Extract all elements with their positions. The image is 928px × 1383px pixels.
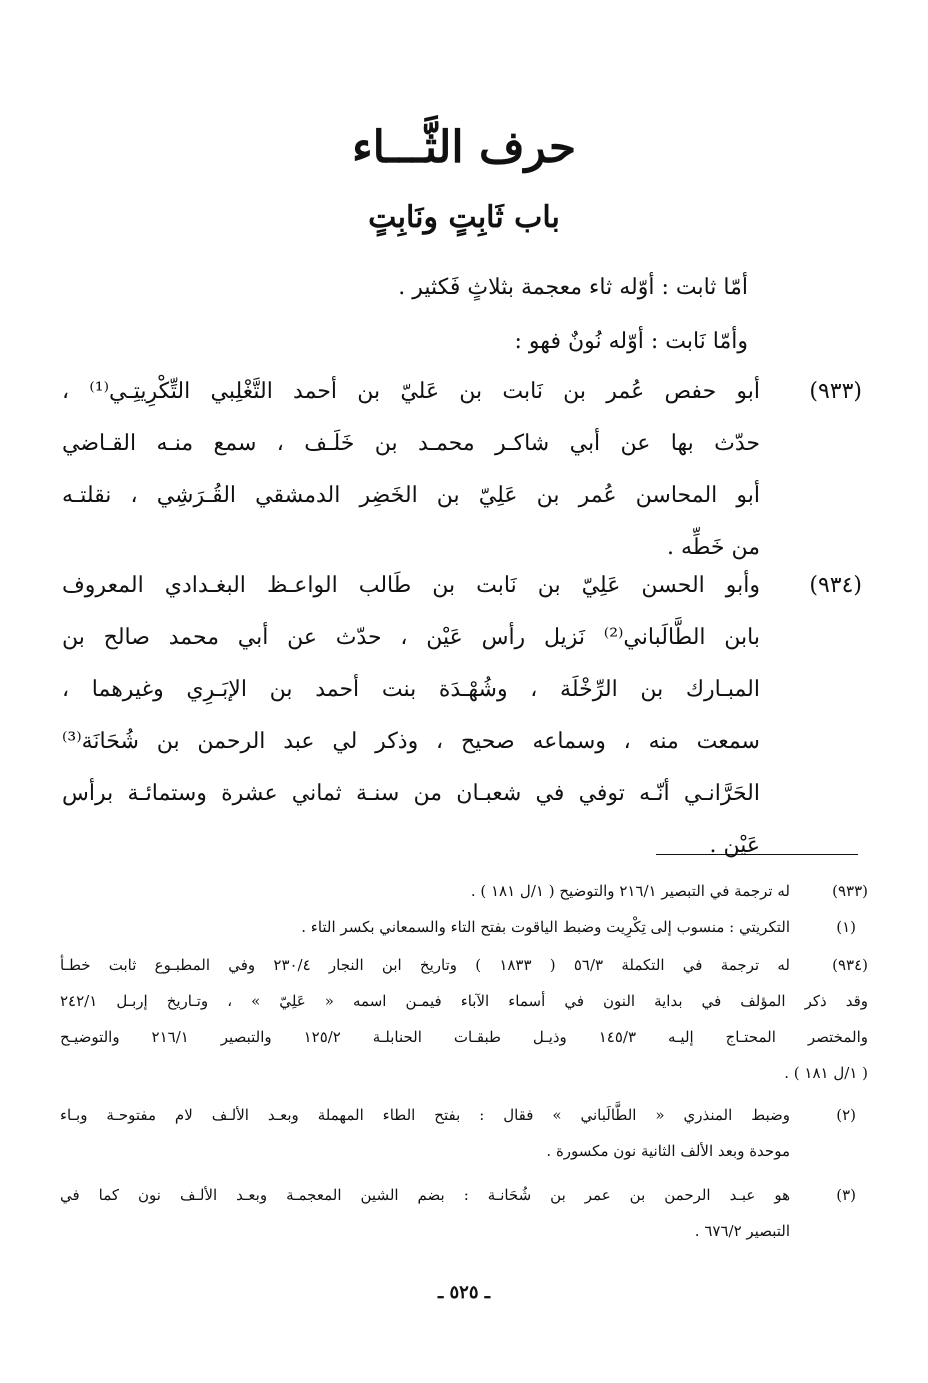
entry-number: (٩٣٤) — [809, 573, 862, 598]
footnote-divider — [656, 854, 858, 855]
footnote-line: له ترجمة في التبصير ٢١٦/١ والتوضيح ( ١/ل ١٨١ ) . — [470, 882, 790, 900]
entry-line: عَيْن . — [709, 833, 760, 858]
entry-line: أبو المحاسن عُمر بن عَلِيّ بن الخَضِر الدمشقي القُـرَشِي ، نقلتـه — [62, 483, 760, 508]
entry-line: سمعت منه ، وسماعه صحيح ، وذكر لي عبد الرحمن بن شُحَانَة⁽³⁾ — [62, 729, 760, 754]
footnote-label: (٩٣٤) — [832, 956, 868, 974]
footnote-line: وقد ذكر المؤلف في بداية النون في أسماء الآباء فيمـن اسمه « عَلِيّ » ، وتـاريخ إربـل ٢٤٢/١ — [60, 992, 868, 1010]
footnote-line: هو عبـد الرحمن بن عمر بن شُحَانـة : بضم الشين المعجمـة وبعـد الألـف نون كما في — [60, 1186, 790, 1204]
entry-line: وأبو الحسن عَلِيّ بن نَابت بن طَالب الواعـظ البغـدادي المعروف — [62, 573, 760, 598]
entry-line: الحَرَّانـي أنّـه توفي في شعبـان من سنـة ثماني عشرة وستمائـة برأس — [62, 781, 760, 806]
footnote-label: (٣) — [836, 1186, 856, 1204]
footnote-line: وضبط المنذري « الطَّالَباني » فقال : بفتح الطاء المهملة وبعـد الألـف لام مفتوحـة وبـاء — [60, 1106, 790, 1124]
intro-line: وأمّا نَابت : أوّله نُونٌ فهو : — [514, 329, 748, 354]
footnote-line: التكريتي : منسوب إلى تِكْرِيت وضبط الياقوت بفتح التاء والسمعاني بكسر التاء . — [301, 918, 790, 936]
entry-line: المبـارك بن الرِّخْلَة ، وشُهْـدَة بنت أحمد بن الإبَـرِي وغيرهما ، — [62, 677, 760, 702]
footnote-line: والمختصر المحتـاج إليـه ١٤٥/٣ وذيـل طبقـات الحنابلـة ١٢٥/٢ والتبصير ٢١٦/١ والتوضيـح — [60, 1028, 868, 1046]
entry-line: بابن الطَّالَباني⁽²⁾ نَزيل رأس عَيْن ، حدّث عن أبي محمد صالح بن — [62, 625, 760, 650]
footnote-label: (١) — [836, 918, 856, 936]
footnote-line: التبصير ٦٧٦/٢ . — [694, 1222, 790, 1240]
entry-line: من خَطِّه . — [667, 535, 760, 560]
footnote-line: له ترجمة في التكملة ٥٦/٣ ( ١٨٣٣ ) وتاريخ ابن النجار ٢٣٠/٤ وفي المطبـوع ثابت خطـأ — [60, 956, 790, 974]
entry-line: حدّث بها عن أبي شاكـر محمـد بن خَلَـف ، سمع منـه القـاضي — [62, 431, 760, 456]
footnote-label: (٩٣٣) — [832, 882, 868, 900]
page-number: ـ ٥٢٥ ـ — [437, 1282, 491, 1303]
entry-line: أبو حفص عُمر بن نَابت بن عَليّ بن أحمد التَّغْلِبي التِّكْرِيتِـي⁽¹⁾ ، — [62, 379, 760, 404]
footnote-line: موحدة وبعد الألف الثانية نون مكسورة . — [546, 1142, 790, 1160]
section-title: باب ثَابِتٍ ونَابِتٍ — [368, 200, 560, 235]
chapter-title: حرف الثَّـــاء — [351, 122, 577, 173]
footnote-line: ( ١/ل ١٨١ ) . — [784, 1064, 868, 1082]
intro-line: أمّا ثابت : أوّله ثاء معجمة بثلاثٍ فَكثير . — [398, 275, 748, 300]
footnote-label: (٢) — [836, 1106, 856, 1124]
entry-number: (٩٣٣) — [809, 379, 862, 404]
